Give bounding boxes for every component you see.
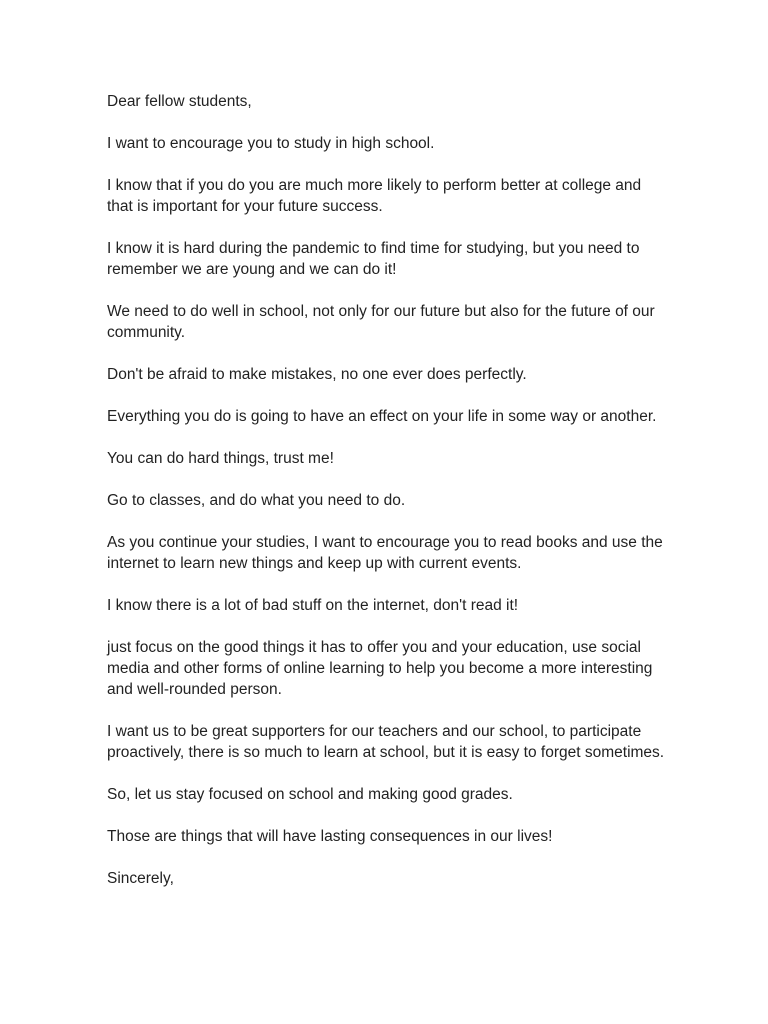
paragraph-13: So, let us stay focused on school and making good grades. [107,786,513,803]
salutation: Dear fellow students, [107,93,252,110]
paragraph-6: Everything you do is going to have an effect on your life in some way or another. [107,408,657,425]
paragraph-4: We need to do well in school, not only for our future but also for the future of our community. [107,303,655,341]
letter-page [107,91,667,910]
paragraph-8: Go to classes, and do what you need to do. [107,492,406,509]
paragraph-1: I want to encourage you to study in high school. [107,135,435,152]
paragraph-3: I know it is hard during the pandemic to find time for studying, but you need to remember we are young and we can do it! [107,240,640,278]
paragraph-9: As you continue your studies, I want to encourage you to read books and use the internet to learn new things and keep up with current events. [107,534,663,572]
paragraph-14: Those are things that will have lasting consequences in our lives! [107,828,553,845]
paragraph-7: You can do hard things, trust me! [107,450,334,467]
paragraph-12: I want us to be great supporters for our teachers and our school, to participate proactively, there is so much to learn at school, but it is easy to forget sometimes. [107,723,665,761]
paragraph-2: I know that if you do you are much more likely to perform better at college and that is important for your future success. [107,177,642,215]
paragraph-5: Don't be afraid to make mistakes, no one ever does perfectly. [107,366,527,383]
paragraph-10: I know there is a lot of bad stuff on the internet, don't read it! [107,597,519,614]
closing: Sincerely, [107,870,174,887]
paragraph-11: just focus on the good things it has to offer you and your education, use social media and other forms of online learning to help you become a more interesting and well-rounded person. [107,639,653,698]
